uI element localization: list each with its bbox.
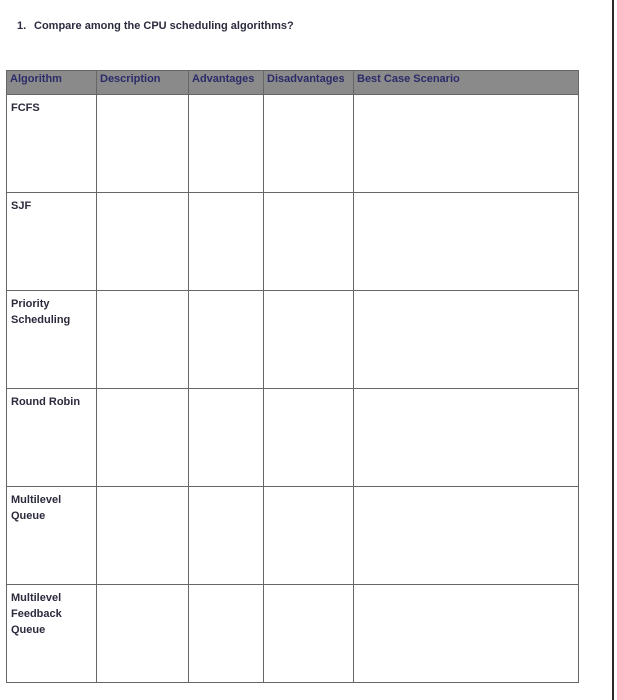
disadvantages-cell[interactable]: [264, 95, 354, 193]
algorithm-cell: [7, 193, 97, 291]
best-case-cell[interactable]: [354, 487, 579, 585]
algorithm-label: Queue: [11, 510, 46, 522]
algorithm-label: Queue: [11, 624, 46, 636]
description-cell[interactable]: [97, 487, 189, 585]
header-disadvantages: Disadvantages: [264, 71, 354, 95]
description-cell[interactable]: [97, 389, 189, 487]
advantages-cell[interactable]: [189, 585, 264, 683]
table-header-row: [7, 71, 579, 95]
disadvantages-cell[interactable]: [264, 487, 354, 585]
header-description: Description: [97, 71, 189, 95]
algorithm-cell: [7, 291, 97, 389]
algorithm-label: Multilevel: [11, 494, 62, 506]
header-algorithm: Algorithm: [7, 71, 97, 95]
description-cell[interactable]: [97, 95, 189, 193]
algorithm-label: Scheduling: [11, 314, 71, 326]
best-case-cell[interactable]: [354, 585, 579, 683]
description-cell[interactable]: [97, 585, 189, 683]
algorithm-cell: [7, 389, 97, 487]
description-cell[interactable]: [97, 193, 189, 291]
advantages-cell[interactable]: [189, 291, 264, 389]
description-cell[interactable]: [97, 291, 189, 389]
algorithm-cell: [7, 585, 97, 683]
advantages-cell[interactable]: [189, 487, 264, 585]
question-heading: [17, 20, 294, 32]
question-number: 1.: [17, 20, 27, 32]
disadvantages-cell[interactable]: [264, 389, 354, 487]
table-row: [7, 291, 579, 389]
advantages-cell[interactable]: [189, 193, 264, 291]
table-row: [7, 95, 579, 193]
algorithm-cell: [7, 95, 97, 193]
comparison-table: [6, 70, 579, 683]
best-case-cell[interactable]: [354, 95, 579, 193]
disadvantages-cell[interactable]: [264, 291, 354, 389]
algorithm-label: SJF: [11, 200, 32, 212]
header-best-case-scenario: Best Case Scenario: [354, 71, 579, 95]
algorithm-label: Priority: [11, 298, 50, 310]
table-row: [7, 389, 579, 487]
best-case-cell[interactable]: [354, 389, 579, 487]
disadvantages-cell[interactable]: [264, 193, 354, 291]
best-case-cell[interactable]: [354, 193, 579, 291]
table-row: [7, 487, 579, 585]
advantages-cell[interactable]: [189, 389, 264, 487]
table-row: [7, 585, 579, 683]
algorithm-label: Multilevel: [11, 592, 62, 604]
algorithm-label: Feedback: [11, 608, 62, 620]
algorithm-label: Round Robin: [11, 396, 81, 408]
header-advantages: Advantages: [189, 71, 264, 95]
question-text: Compare among the CPU scheduling algorithms?: [34, 20, 294, 32]
page-edge-line: [612, 0, 614, 700]
algorithm-cell: [7, 487, 97, 585]
algorithm-label: FCFS: [11, 102, 40, 114]
table-row: [7, 193, 579, 291]
advantages-cell[interactable]: [189, 95, 264, 193]
disadvantages-cell[interactable]: [264, 585, 354, 683]
best-case-cell[interactable]: [354, 291, 579, 389]
